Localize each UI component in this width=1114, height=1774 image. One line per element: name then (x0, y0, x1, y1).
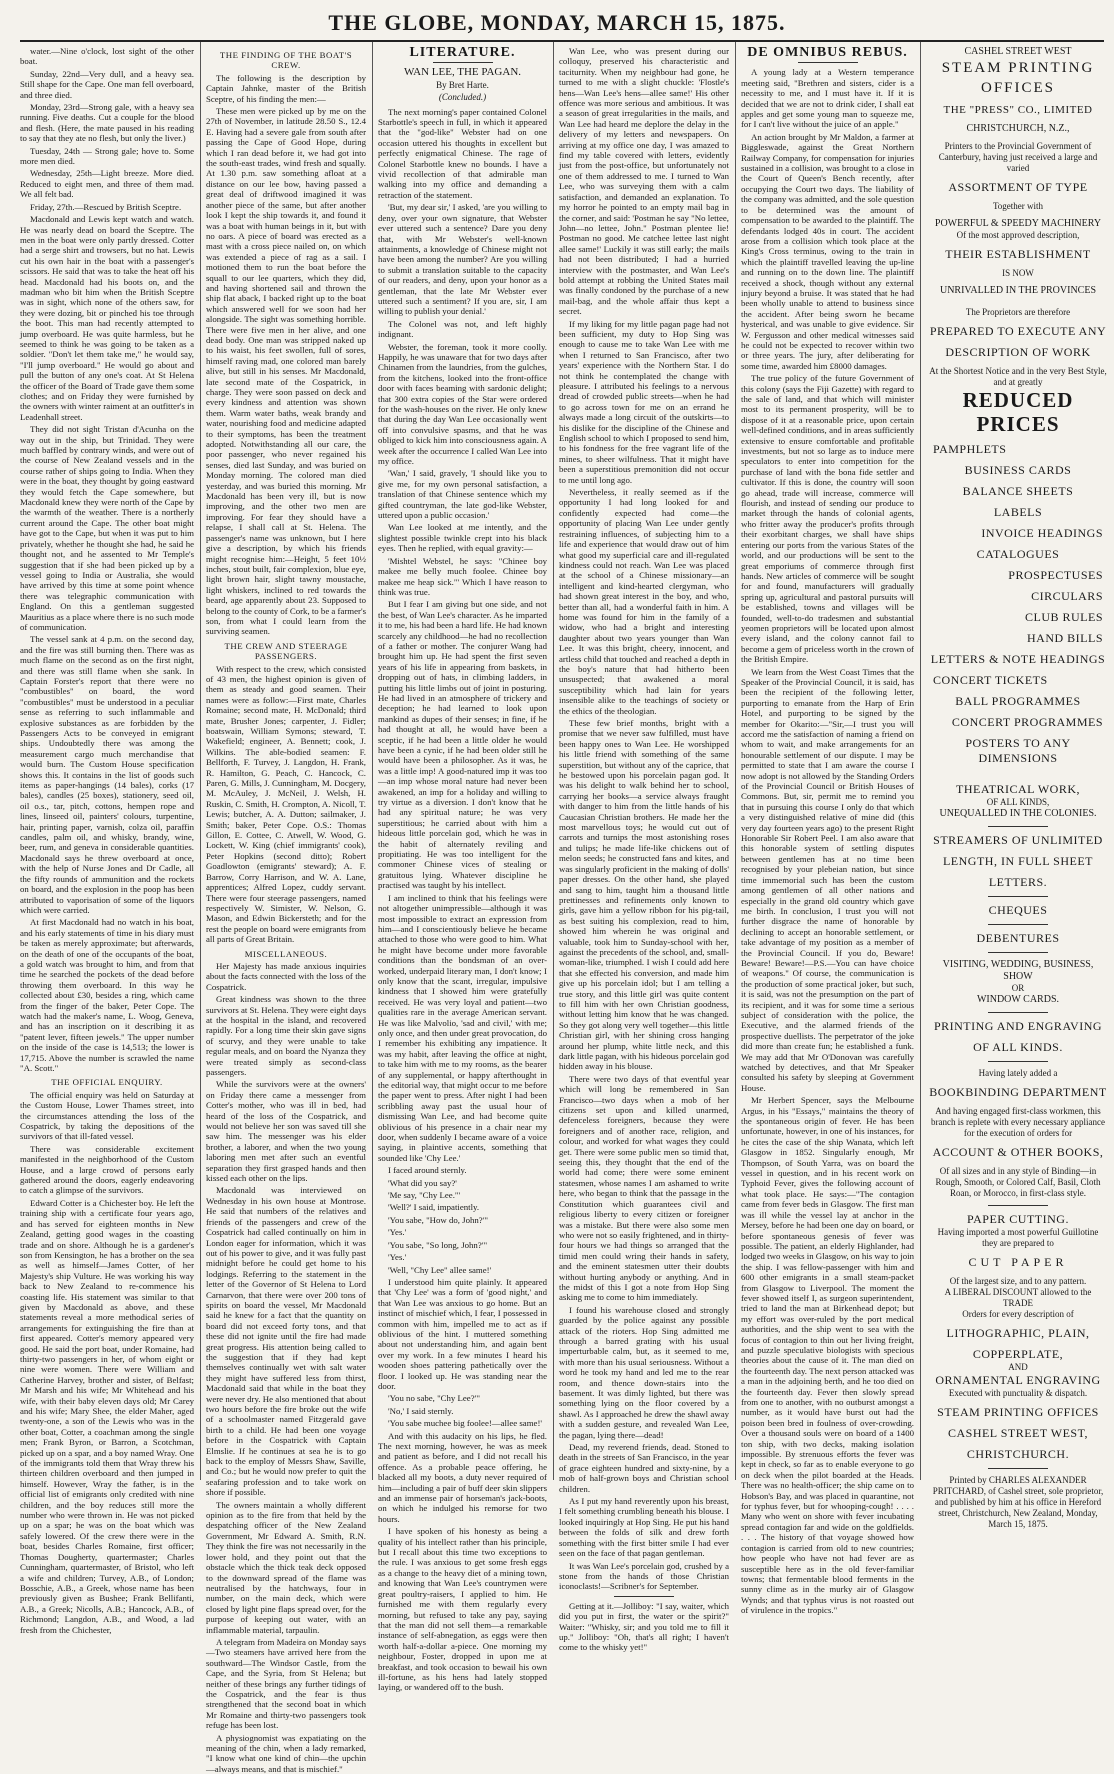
ad-unrivalled: UNRIVALLED IN THE PROVINCES (939, 285, 1097, 296)
ad-account-books: ACCOUNT & OTHER BOOKS, (932, 1145, 1104, 1159)
ad-of-all: OF ALL KINDS. (973, 1040, 1063, 1054)
ad-or: OR (1011, 983, 1025, 993)
ad-work-item: PAMPHLETS (933, 442, 1007, 456)
ad-orders: Orders for every description of (962, 1309, 1074, 1319)
ad-cashel: CASHEL STREET WEST, (947, 1426, 1089, 1440)
ad-visiting: VISITING, WEDDING, BUSINESS, SHOW (942, 959, 1094, 982)
col5-body (741, 67, 914, 1615)
paragraph: Sunday, 22nd—Very dull, and a heavy sea. Still shape for the Cape. One man fell overboard, and three died. (20, 68, 194, 100)
column-rule (553, 42, 554, 1480)
ad-assortment: ASSORTMENT OF TYPE (948, 180, 1088, 194)
column-rule (920, 42, 921, 1480)
masthead: THE GLOBE, MONDAY, MARCH 15, 1875. (328, 10, 786, 35)
ad-bookbinding-text: And having engaged first-class workmen, this branch is replete with every necessary appliance for the execution of orders for (931, 1106, 1105, 1138)
finding-heading: THE FINDING OF THE BOAT'S CREW. (219, 50, 353, 71)
paragraph: The true policy of the future Government of this colony (says the Fiji Gazette) with regard to the sale of land, and that which will minister most to its permanent prosperity, will be to dispose of it at a reasonable price, upon certain well-defined conditions, and in areas sufficiently extensive to ensure comfortable and profitable investments, but not so large as to induce mere speculators to enter into competition for the purchase of land with the bona fide settler and cultivator. If this is done, the country will soon go ahead, trade will increase, commerce will flourish, and instead of sending our produce to market through the hands of colonial agents, who fritter away the producer's profits through their exorbitant charges, we shall have ships entering our ports from the various States of the world, and our productions will be sent to the great emporiums of commerce through first hands. New articles of commerce will be sought for and found, manufacturers will gradually spring up, agricultural and pastoral pursuits will be established, towns and villages will be founded, well-to-do tradesmen and substantial yeomen proprietors will be located upon almost every island, and the colony cannot fail to become a gem of priceless worth in the crown of the British Empire. (741, 373, 914, 665)
paragraph: Dead, my reverend friends, dead. Stoned to death in the streets of San Francisco, in the year of grace eighteen hundred and sixty-nine, by a mob of half-grown boys and Christian school children. (559, 1442, 729, 1494)
paragraph: But I fear I am giving but one side, and not the best, of Wan Lee's character. As he imparted it to me, his had been a hard life. He had known scarcely any childhood—he had no recollection of a father or mother. The conjurer Wang had brought him up. He had spent the first seven years of his life in appearing from baskets, in dropping out of hats, in climbing ladders, in putting his little limbs out of joint in posturing. He had lived in an atmosphere of trickery and deception; he had learned to look upon mankind as dupes of their senses; in fine, if he had thought at all, he would have been a sceptic, if he had been a little older he would have been a cynic, if he had been older still he would have been a philosopher. As it was, he was a little imp! A good-natured imp it was too—an imp whose moral nature had never been awakened, an imp for a holiday and willing to try virtue as a diversion. I don't know that he had any spiritual nature; he was very superstitious; he carried about with him a hideous little porcelain god, which he was in the habit of alternately reviling and propitiating. He was too intelligent for the commoner Chinese vices of stealing or gratuitous lying. Whatever discipline he practised was taught by his intellect. (378, 599, 547, 891)
ad-discount: A LIBERAL DISCOUNT allowed to the TRADE (944, 1287, 1092, 1308)
concluded-note: (Concluded.) (438, 92, 487, 103)
ad-sizes: Of all sizes and in any style of Binding—in Rough, Smooth, or Colored Calf, Basil, Cloth Roan, or Morocco, in first-class style. (935, 1166, 1101, 1198)
byline: By Bret Harte. (436, 79, 489, 90)
paragraph: Her Majesty has made anxious inquiries about the facts connected with the loss of the Cospatrick. (206, 960, 366, 992)
paragraph: Macdonald and Lewis kept watch and watch. He was nearly dead on board the Sceptre. The men in the boat were only partly dressed. Cotter had a serge shirt and trowsers, but no hat. Lewis cut his own hair in the boat with a passenger's scissors. He said that was to take the heat off his head. Macdonald had his boots on, and the madman who bit him when the British Sceptre was in sight, which none of the others saw, for they were dozing, bit or pinched his toe through the boot. This man had recently attempted to jump overboard. He was quite harmless, but he seemed to think he was going to be taken as a soldier. "Don't let them take me," he would say, "I'll jump overboard." He would go about and pull the button of any one's coat. At St Helena the officer of the Board of Trade gave them some clothes; and on Friday they were furnished by the owners with winter raiment at an outfitter's in Leadenhall street. (20, 214, 194, 422)
ad-machinery: POWERFUL & SPEEDY MACHINERY (934, 218, 1102, 229)
ad-work-item: BUSINESS CARDS (964, 463, 1072, 477)
paragraph: 'Well, "Chy Lee" allee same!' (388, 1264, 492, 1275)
crew-heading: THE CREW AND STEERAGE PASSENGERS. (224, 640, 348, 662)
column-1 (20, 46, 194, 1635)
omnibus-title: DE OMNIBUS REBUS. (747, 45, 908, 60)
paragraph: 'Well?' I said, impatiently. (388, 1202, 480, 1213)
ad-work-item: BALL PROGRAMMES (955, 694, 1081, 708)
paragraph: There was considerable excitement manifested in the neighborhood of the Custom House, and a large crowd of persons early gathered around the doors, eagerly endeavoring to catch a glimpse of the survivors. (20, 1143, 194, 1196)
paragraph: With respect to the crew, which consisted of 43 men, the highest opinion is given of them as steady and good seamen. Their names were as follow:—First mate, Charles Romaine; second mate, H. McDonald; third mate, Brusher Jones; carpenter, J. Fidler; boatswain, William Symons; steward, T. Wakefield; engineer, A. Bennett; cook, J. Wilkins. The able-bodied seamen: F. Bellforth, F. Turvey, J. Langdon, H. Frank, R. Hamilton, G. Peach, C. Hancock, C. Paren, G. Mills, J. Cunningham, M. Docgery, M. McAuley, J. McNeil, J. Welsh, H. Ruskin, C. Smith, H. Crompton, A. Nicoll, T. Lewis; butcher, A. A. Dutton; sailmaker, J. Smith; baker, Peter Cope. O.S.: Thomas Gillon, E. Cottee, C. Atwell, W. Wood, G. Lockett, W. King (chief immigrants' cook), Peter Hopkins (second ditto); Robert Goadlowton (emigrants' steward); A. F. Barrow, Corry Harrison, and W. A. Lane, apprentices; Alfred Lopez, cuddy servant. There were four steerage passengers, named respectively W. Simister, W. Nelson, G. Mason, and Edwin Bickersteth; and for the rest the people on board were emigrants from all parts of Great Britain. (206, 663, 366, 945)
paragraph: The following is the description by Captain Jahnke, master of the British Sceptre, of his finding the men:— (206, 72, 366, 104)
ad-work-item: CONCERT PROGRAMMES (951, 715, 1103, 729)
ad-offices: STEAM PRINTING OFFICES (937, 1405, 1099, 1419)
column-3 (378, 45, 547, 1693)
col1-body-2 (20, 1090, 194, 1635)
ad-and: AND (1008, 1362, 1028, 1372)
ad-street: CASHEL STREET WEST (964, 46, 1072, 57)
ad-reduced-prices: REDUCED PRICES (962, 388, 1074, 436)
paragraph: If my liking for my little pagan page had not been sufficient, my duty to Hop Sing was enough to cause me to take Wan Lee with me when I returned to San Francisco, after two years' experience with the Northern Star. I do not think he contemplated the change with pleasure. I attributed his feelings to a nervous dread of crowded public streets—when he had to go across town for me on an errand he always made a long circuit of the outskirts—to his dislike for the discipline of the Chinese and English school to which I proposed to send him, to his fondness for the free vagrant life of the mines, to sheer wilfulness. That it might have been a superstitious premonition did not occur to me until long ago. (559, 318, 729, 485)
paragraph: A young lady at a Western temperance meeting said, "Brethren and sisters, cider is a necessity to me, and I must have it. If it is decided that we are not to drink cider, I shall eat apples and get some young man to squeeze me, for I can't live without the juice of an apple." (741, 67, 914, 130)
paragraph: 'You sabe, "How do, John?"' (388, 1214, 488, 1225)
ad-work-item: CONCERT TICKETS (933, 673, 1048, 687)
ad-work-item: CLUB RULES (1024, 610, 1103, 624)
paragraph: A telegram from Madeira on Monday says—Two steamers have arrived here from the southward—The Windsor Castle, from the Cape, and the Syria, from St Helena; but neither of these brings any further tidings of the Cospatrick, and the fear is thus strengthened that the second boat in which Mr Romaine and thirty-two passengers took refuge has been lost. (206, 1636, 366, 1731)
ad-work-item: LETTERS & NOTE HEADINGS (930, 652, 1106, 666)
ad-prepared: PREPARED TO EXECUTE ANY (929, 324, 1107, 338)
ad-description: DESCRIPTION OF WORK (945, 345, 1091, 359)
col2-body-3 (206, 961, 366, 1774)
paragraph: Edward Cotter is a Chichester boy. He left the training ship with a certificate four years ago, and has served for eighteen months in New Zealand, getting good wages in the coasting trade and on shore. Although he is a gardener's son from Kensington, he has a brother on the sea as well as himself—James Cotter, of her Majesty's ship Vulture. He was working his way back to New Zealand to re-commence his coasting life. His statement was similar to that given by Macdonald as above, and these statements reveal a more methodical series of arrangements for extinguishing the fire than at first appeared. Cotter's memory appeared very good. He said the port boat, under Romaine, had thirty-two passengers in her, of whom eight or nine were women. There were William and Catherine Harvey, brother and sister, of Belfast; Mr Marsh and his wife; Mr Whitehead and his wife, with their baby eleven days old; Mr Carey and his wife; Mary Shee, the elder Maher, aged twenty-one, a son of the Lewis who was in the other boat, Cotter, a coachman among the single men; Frank Byron, or Barron, a Scotchman, picked up on a spar, and a boy named Wray. One of the immigrants told them that Wray threw his thirteen children overboard and then jumped in himself. However, Wray the father, is in the official list of emigrants only credited with nine children, and the boy reduces still more the number who were thrown in. He was not picked up on a spar; he was on the boat which was safely lowered. Of the crew there were in the boat, besides Charles Romaine, first officer; Thomas Dougherty, quartermaster; Charles Cunningham, quartermaster, of Bristol, who left a wife and children; Turvey, A.B., of London; Bosschie, A.B., a Greek, whose name has been previously given as Bushee; Frank Bellifanti, A.B., a Greek; Nicolls, A.B.; Hancock, A.B., of Richmond; Langdon, A.B., and Wood, a lad fresh from the Chichester, (20, 1197, 194, 1635)
col2-body (206, 73, 366, 637)
paragraph: At first Macdonald had no watch in his boat, and his early statements of time in his diary must be taken as merely approximate; but afterwards, on the death of one of the occupants of the boat, a gold watch was brought to him, and from that time he searched the pockets of the dead before throwing them overboard. In this way he collected about £30, besides a ring, which came from the finger of the baker, Peter Cope. The watch had the maker's name, L. Woog, Geneva, and has an inscription on it describing it as "patent lever, fifteen jewels." The upper number on the inside of the case is 14,513; the lower is 17,715. Above the number is scrawled the name "A. Scott." (20, 917, 194, 1073)
ad-work-item: HAND BILLS (1027, 631, 1103, 645)
ad-length: LENGTH, IN FULL SHEET (942, 854, 1094, 868)
press-co-advertisement (929, 46, 1107, 1529)
ad-is-now: IS NOW (1002, 268, 1034, 278)
column-4 (559, 46, 729, 1653)
paragraph: While the survivors were at the owners' on Friday there came a messenger from Cotter's mother, who was ill in bed, had heard of the loss of the Cospatrick, and would not believe her son was saved till she saw him. The messenger was his elder brother, a laborer, and when the two young laboring men met after such an eventful separation they first grasped hands and then kissed each other on the lips. (206, 1079, 366, 1184)
ad-work-item: BALANCE SHEETS (962, 484, 1074, 498)
ad-proprietors: The Proprietors are therefore (965, 307, 1071, 317)
paragraph: 'Mishtel Webstel, he says: "Chinee boy makee me belly much foolee. Chinee boy makee me heap sick."' Which I have reason to think was true. (378, 555, 547, 597)
ad-cut-paper: CUT PAPER (968, 1255, 1068, 1269)
ad-copperplate: COPPERPLATE, (972, 1347, 1064, 1361)
column-2 (206, 46, 366, 1774)
paragraph: 'Yes.' (388, 1227, 407, 1238)
paragraph: Friday, 27th.—Rescued by British Sceptre. (30, 201, 182, 212)
ad-work-item: POSTERS TO ANY DIMENSIONS (965, 736, 1071, 765)
ad-guillotine: Having imported a most powerful Guillotine they are prepared to (937, 1227, 1099, 1248)
divider (614, 1596, 674, 1597)
ad-work-item: INVOICE HEADINGS (981, 526, 1103, 540)
paragraph: The Colonel was not, and left highly indignant. (378, 318, 547, 340)
ad-approved: Of the most approved description, (956, 230, 1080, 240)
ad-largest: Of the largest size, and to any pattern. (949, 1276, 1087, 1286)
ad-work-list (929, 442, 1107, 766)
paragraph: Nevertheless, it really seemed as if the opportunity I had long looked for and confidently expected had come—the opportunity of placing Wan Lee under gently restraining influences, of subjecting him to a life and experience that would draw out of him what good my superficial care and ill-regulated kindness could not reach. Wan Lee was placed at the school of a Chinese missionary—an intelligent and kind-hearted clergyman, who had shown great interest in the boy, and who, better than all, had a wonderful faith in him. A home was found for him in the family of a widow, who had a bright and interesting daughter about two years younger than Wan Lee. It was this bright, cheery, innocent, and artless child that touched and reached a depth in the boy's nature that had hitherto been unsuspected; that awakened a moral susceptibility which had lain for years insensible alike to the teachings of society or the ethics of the theologian. (559, 487, 729, 716)
official-enquiry-heading: THE OFFICIAL ENQUIRY. (51, 1077, 163, 1088)
ad-work-item: LABELS (993, 505, 1043, 519)
paragraph: Tuesday, 24th — Strong gale; hove to. Some more men died. (20, 145, 194, 167)
paragraph: 'You sabe muchee big foolee!—allee same!' (388, 1418, 542, 1429)
masthead-rule (20, 40, 1104, 42)
literature-title: LITERATURE. (409, 45, 516, 60)
paragraph: 'Yes.' (388, 1252, 407, 1263)
paragraph: As I put my hand reverently upon his breast, I felt something crumbling beneath his blouse. I looked inquiringly at Hop Sing. He put his hand between the folds of silk and drew forth something with the first bitter smile I had ever seen on the face of that pagan gentleman. (559, 1496, 729, 1559)
ad-work-item: CATALOGUES (976, 547, 1060, 561)
paragraph: There were two days of that eventful year which will long be remembered in San Francisco—two days when a mob of her citizens set upon and killed unarmed, defenceless foreigners, because they were foreigners and of another race, religion, and colour, and worked for what wages they could get. There were some public men so timid that, seeing this, they thought that the end of the world had come; there were some eminent statesmen, whose names I am ashamed to write here, who began to think that the passage in the Constitution which guarantees civil and religious liberty to every citizen or foreigner was a mistake. But there were also some men who were not so easily frightened, and in thirty-four hours we had things so arranged that the timid men could wring their hands in safety, and the eminent statesmen utter their doubts without hurting anybody or anything. And in the midst of this I got a note from Hop Sing asking me to come to him immediately. (559, 1073, 729, 1303)
ad-letters: LETTERS. (988, 875, 1048, 889)
ad-lately: Having lately added a (978, 1068, 1058, 1078)
paragraph: We learn from the West Coast Times that the Speaker of the Provincial Council, it is said, has been the recipient of the following letter, purporting to emanate from the Harp of Erin Hotel, and purporting to be signed by the member for Okarito:—"Sir,—I trust you will accord me the satisfaction of naming a friend on whom to wait, and make arrangements for an honourable settlement of our dispute. I may be permitted to state that I am aware the course I now adopt is not allowed by the Standing Orders of the Provincial Council or British Houses of Commons. But, sir, permit me to remind you that in pursuing this course I only do that which a very distinguished relative of mine did (this very day fourteen years ago) to the present Right Honorable Sir Robert Peel. I am also aware that this honorable system of settling disputes between gentlemen has at no time been recognised by your plebeian nation, but since time immemorial such has been the custom among gentlemen of all other nations and especially in the grand old country which gave me birth. In conclusion, I trust you will not further disgrace the name of honorable by declining to accept an honorable settlement, or take advantage of my position as a member of the Provincial Council. If you do, Beware! Beware! Beware!—P.S.—You can have choice of weapons." Of course, the communication is the production of some practical joker, but such, it is said, was not the presumption on the part of its recipient, and it was for some time a serious subject of consideration with the police, the Executive, and the alarmed friends of the prospective duellists. The perpetrator of the joke did more than create fun; he established a funk. We may add that Mr O'Donovan was carefully watched by detectives, and that Mr Speaker consulted his safety by sleeping at Government House. (741, 666, 914, 1093)
ad-streamers: STREAMERS OF UNLIMITED (933, 833, 1103, 847)
column-rule (735, 42, 736, 1480)
paragraph: The owners maintain a wholly different opinion as to the fire from that held by the despatching officer of the New Zealand Government, Mr Edward A. Smith, R.N. They think the fire was not necessarily in the lower hold, and they point out that the obstacle which the thick teak deck opposed to the downward spread of the flame was neutralised by the hatchways, four in number, on the main deck, which were closed by light pine flaps spread over, for the purpose of keeping out water, with an inflammable material, tarpaulin. (206, 1499, 366, 1635)
ad-bookbinding: BOOKBINDING DEPARTMENT (929, 1085, 1107, 1099)
paragraph: Macdonald was interviewed on Wednesday in his own house at Montrose. He said that numbers of the relatives and friends of the passengers and crew of the Cospatrick had called continually on him in London eager for information, which it was out of his power to give, and it was fully past midnight before he could get home to his lodgings. Referring to the statement in the letter of the Governor of St Helena to Lord Carnarvon, that there were over 200 tons of spirits on board the vessel, Mr Macdonald said he knew for a fact that the quantity on board did not exceed forty tons, and that these did not ignite until the fire had made great progress. His attention being called to the suggestion that if they had kept themselves continually wet with salt water they might have suffered less from thirst, Macdonald said that while in the boat they were never dry. He also mentioned that about two hours before the fire broke out the wife of a schoolmaster named Fitzgerald gave birth to a child. He had been one voyage before in the Cospatrick with Captain Elmslie. If he continues at sea he is to go back to the employ of Messrs Shaw, Saville, and Co.; but he would now prefer to quit the seafaring profession and to take work on shore if possible. (206, 1185, 366, 1498)
ad-together: Together with (992, 201, 1044, 211)
paragraph: Webster, the foreman, took it more coolly. Happily, he was unaware that for two days after Chinamen from the laundries, from the gulches, from the kitchens, looked into the front-office door with faces beaming with sardonic delight; that 300 extra copies of the Star were ordered for the wash-houses on the river. He only knew that during the day Wan Lee occasionally went off into convulsive spasms, and that he was obliged to kick him into consciousness again. A week after the occurrence I called Wan Lee into my office. (378, 341, 547, 467)
ad-christchurch: CHRISTCHURCH. (966, 1447, 1070, 1461)
paragraph: Wan Lee looked at me intently, and the slightest possible twinkle crept into his black eyes. Then he replied, with equal gravity:— (378, 522, 547, 554)
ad-steam-printing: STEAM PRINTING OFFICES (941, 60, 1095, 96)
ad-debentures: DEBENTURES (976, 931, 1060, 945)
paragraph: I faced around sternly. (388, 1165, 467, 1176)
ad-theatrical: THEATRICAL WORK, (956, 782, 1080, 796)
ad-colonies: UNEQUALLED IN THE COLONIES. (939, 808, 1097, 819)
ad-establishment: THEIR ESTABLISHMENT (945, 247, 1091, 261)
column-rule (200, 42, 201, 1480)
ad-work-item: CIRCULARS (1031, 589, 1103, 603)
ad-work-item: PROSPECTUSES (1008, 568, 1103, 582)
ad-shortest: At the Shortest Notice and in the very Best Style, and at greatly (929, 366, 1107, 387)
paragraph: The next morning's paper contained Colonel Starbottle's speech in full, in which it appeared that the "god-like" Webster had on one occasion uttered his thoughts in excellent but perfectly enigmatical Chinese. The rage of Colonel Starbottle knew no bounds. I have a vivid recollection of that admirable man walking into my office and demanding a retraction of the statement. (378, 106, 547, 200)
paragraph: The vessel sank at 4 p.m. on the second day, and the fire was still burning then. There was as much flame on the second as on the first night, and there was still flame when she sank. In Captain Forster's report that there were no "combustibles" on board, the word "combustibles" must be understood in a peculiar sense as referring to such inflammable and explosive substances as are forbidden by the Passengers Acts to be conveyed in emigrant ships. Undoubtedly there was among the measurement cargo much merchandise that would burn. The Custom House specification shows this. It contains in the list of goods such items as paper-hangings (14 bales), corks (17 bales), candles (25 boxes), stationery, seed oil, oil o.s., tar, pitch, cottons, hempen rope and lines, linseed oil, painters' colours, turpentine, hair, printing paper, varnish, colza oil, paraffin candles, palm oil, and whisky, brandy, wine, beer, rum, and geneva in considerable quantities. Macdonald says he threw overboard at once, with the help of Nurse Jones and Dr Cadle, all the fifty rounds of ammunition and the rockets on board, and the explosion in the poop has been attributed to vaporisation of some of the liquors which were carried. (20, 634, 194, 915)
ad-cheques: CHEQUES (988, 903, 1048, 917)
paragraph: I understood him quite plainly. It appeared that 'Chy Lee' was a form of 'good night,' and that Wan Lee was anxious to go home. But an instinct of mischief which, I fear, I possessed in common with him, impelled me to act as if oblivious of the hint. I muttered something about not understanding him, and again bent over my work. In a few minutes I heard his wooden shoes pattering pathetically over the floor. I looked up. He was standing near the door. (378, 1276, 547, 1391)
ad-lithographic: LITHOGRAPHIC, PLAIN, (946, 1326, 1090, 1340)
paragraph: Mr Herbert Spencer, says the Melbourne Argus, in his "Essays," maintains the theory of the spontaneous origin of fever. He has been unfortunate, however, in one of his instances, for he cites the case of the ship Wanata, which left Glasgow in 1852. Singularly enough, Mr Thompson, of South Yarra, was on board the vessel in question, and in his recent work on Typhoid Fever, gives the following account of what took place. He says:—"The contagion came from fever beds in Glasgow. The first man was ill while the vessel lay at anchor in the Mersey, before he had been one day on board, or before spontaneous genesis of fever was possible. The patient, an elderly Highlander, had lodged two weeks in Glasgow, on his way to join the ship. I was fellow-passenger with him and 600 other emigrants in a small steam-packet from Glasgow to Liverpool. The moment the fever showed itself I, as surgeon superintendent, tried to land the man at Birkenhead depot; but my effort was over-ruled by the port medical authorities, and the ship went to sea with the focus of contagion to thin out her living freight, and puzzle speculative biologists with specious theories about the cause of it. The man died on the fourteenth day. The next person attacked was a man in the adjoining berth, and he too died on the fourteenth day. Fever then slowly spread from one to another, with no outburst amongst a number, as it would have burst out had the poison been bred in foulness of over-crowding. Over a thousand souls were on board of a 1400 ton ship, with two decks, making isolation impossible. By strenuous efforts the fever was kept in check, so far as to enable everyone to go on deck when the pilot boarded at the Heads. There was no health-officer; the ship came on to Hobson's Bay, and was placed in quarantine, not for typhus fever, but for whooping-cough! . . . . Many who went on shore with fever incubating spread contagion far and wide on the goldfields. . . . The history of that voyage showed how contagion is carried from old to new countries; how people who have not had fever are as susceptible here as in the old fever-familiar towns; that fermentable blood ferments in the sunny clime as in the murky air of Glasgow Wynds; and that typhus virus is not roasted out of virulence in the tropics." (741, 1095, 914, 1616)
paragraph: I am inclined to think that his feelings were not altogether unimpressible—although it was most impossible to extract an expression from him—and I conscientiously believe he became attached to those who were good to him. What he might have become under more favorable conditions than the bondsman of an over-worked, underpaid literary man, I don't know; I only know that the scant, irregular, impulsive kindness that I showed him were gratefully received. He was very loyal and patient—two qualities rare in the average American servant. He was like Malvolio, 'sad and civil,' with me; only once, and then under great provocation, do I remember his exhibiting any impatience. It was my habit, after leaving the office at night, to take him with me to my rooms, as the bearer of any supplemental, or happy afterthought in the editorial way, that might occur to me before the paper went to press. After night I had been scribbling away past the usual hour of dismissing Wan Lee, and had become quite oblivious of his presence in a chair near my door, when suddenly I became aware of a voice saying, in plaintive accents, something that sounded like 'Chy Lee.' (378, 892, 547, 1163)
paragraph: An action brought by Mr Maldon, a farmer at Biggleswade, against the Great Northern Railway Company, for compensation for injuries sustained in a collision, was brought to a close in the Court of Queen's Bench recently, after occupying the Court two days. The liability of the company was admitted, and the sole question to be determined was the amount of compensation to be awarded to the plaintiff. The defendants lodged 40s in court. The accident arose from a collision which took place at the King's Cross terminus, owing to the train in which the plaintiff travelled leaving the up-line and running on to the down line. The plaintiff received a shock, though without any external injury beyond a bruise. It was stated that he had been wholly unable to attend to business since the accident. After being sworn he became hysterical, and was unable to give evidence. Sir W. Fergusson and other medical witnesses said he could not be expected to recover within two or three years. The jury, after deliberating for some time, awarded him £8000 damages. (741, 131, 914, 371)
paragraph: Great kindness was shown to the three survivors at St. Helena. They were eight days at the hospital in the island, and recovered rapidly. For a long time their skin gave signs of scurvy, and they were unable to take regular meals, and on board the Nyanza they were treated simply as second-class passengers. (206, 994, 366, 1077)
paragraph: 'But, my dear sir,' I asked, 'are you willing to deny, over your own signature, that Webster ever uttered such a sentence? Dare you deny that, with Mr Webster's well-known attainments, a knowledge of Chinese might not have been among the number? Are you willing to submit a translation suitable to the capacity of our readers, and deny, upon your honor as a gentleman, that the late Mr Webster ever uttered such a sentiment? If you are, sir, I am willing to publish your denial.' (378, 202, 547, 317)
ad-window: WINDOW CARDS. (976, 994, 1060, 1005)
paragraph: Monday, 23rd—Strong gale, with a heavy sea running. Five deaths. Cut a couple for the blood and flesh. (Here, the mate paused in his reading to say that they ate no flesh, but only the liver.) (20, 102, 194, 144)
paragraph: These few brief months, bright with a promise that we never saw fulfilled, must have been happy ones to Wan Lee. He worshipped his little friend with something of the same superstition, but without any of the caprice, that he bestowed upon his porcelain pagan god. It was his delight to walk behind her to school, carrying her books—a service always fraught with danger to him from the little hands of his Caucasian Christian brothers. He made her the most marvellous toys; he would cut out of carrots and turnips the most astonishing roses and tulips; he made life-like chickens out of melon seeds; he constructed fans and kites, and was singularly proficient in the making of dolls' paper dresses. On the other hand, she played and sang to him, taught him a thousand little prettinesses and refinements only known to girls, gave him a yellow ribbon for his pig-tail, as best suiting his complexion, read to him, showed him wherein he was original and valuable, took him to Sunday-school with her, against the precedents of the school, and, small-woman-like, triumphed. I wish I could add here that she effected his conversion, and made him give up his porcelain idol; but I am telling a true story, and this little girl was quite content to fill him with her own Christian goodness, without letting him know that he was changed. So they got along very well together—this little Christian girl, with her shining cross hanging around her plump, white little neck, and this dark little pagan, with his hideous porcelain god hidden away in his blouse. (559, 718, 729, 1072)
column-5 (741, 45, 914, 1616)
paragraph: 'Wan,' I said, gravely, 'I should like you to give me, for my own personal satisfaction, a translation of that Chinese sentence which my gifted countryman, the late god-like Webster, uttered upon a public occasion.' (378, 468, 547, 521)
ad-ornamental: ORNAMENTAL ENGRAVING (935, 1373, 1101, 1387)
paragraph: It was Wan Lee's porcelain god, crushed by a stone from the hands of those Christian iconoclasts!—Scribner's for September. (559, 1560, 729, 1592)
col1-body (20, 46, 194, 1073)
miscellaneous-heading: MISCELLANEOUS. (244, 948, 328, 959)
divider (798, 62, 858, 63)
paragraph: The official enquiry was held on Saturday at the Custom House, Lower Thames street, into the circumstances attending the loss of the Cospatrick, by taking the depositions of the survivors of that ill-fated vessel. (20, 1089, 194, 1142)
ad-all-kinds: OF ALL KINDS, (986, 797, 1050, 807)
paragraph: I have spoken of his honesty as being a quality of his intellect rather than his principle, but I recall about this time two exceptions to the rule. I was anxious to get some fresh eggs as a change to the heavy diet of a mining town, and knowing that Wan Lee's countrymen were great poultry-raisers, I applied to him. He furnished me with them regularly every morning, but refused to take any pay, saying that the man did not sell them—a remarkable instance of self-abnegation, as eggs were then worth half-a-dollar a-piece. One morning my neighbour, Foster, dropped in upon me at breakfast, and took occasion to bewail his own ill-fortune, as his hens had lately stopped laying, or wandered off to the bush. (378, 1526, 547, 1693)
story-title: WAN LEE, THE PAGAN. (403, 66, 522, 79)
paragraph: And with this audacity on his lips, he fled. The next morning, however, he was as meek and patient as before, and I did not recall his offence. As a probable peace offering, he blacked all my boots, a duty never required of him—including a pair of buff deer skin slippers and an immense pair of horseman's jack-boots, on which he indulged his remorse for two hours. (378, 1430, 547, 1524)
paragraph: These men were picked up by me on the 27th of November, in latitude 28.50 S., 12.4 E. Having had a severe gale from south after passing the Cape of Good Hope, during which I ran dead before it, we had got into the south-east trades, wind fresh and squally. At 1.30 p.m. saw something afloat at a distance on our lee bow, having passed a great deal of driftwood imagined it was another piece of the same, but after another look I kept the ship towards it, and found it was a boat with human beings in it, but with no oars. A piece of board was erected as a mast with a cross piece nailed on, on which was extended a piece of rag as a sail. I motioned them to run the boat before the squall to our lee quarters, which they did, and having shortened sail and thrown the ship flat aback, I backed right up to the boat which answered well for we soon had her alongside. The sight was something horrible. There were five men in her alive, and one dead body. One man was stripped naked up to his waist, his feet swollen, full of sores, himself raving mad, one colored man barely alive, but still in his senses. Mr Macdonald, late second mate of the Cospatrick, in charge. They were soon passed on deck and every kindness and attention was shown them. Warm water baths, weak brandy and water, nourishing food and medicine adapted to their symptoms, has been the treatment adopted. Notwithstanding all our care, the poor passenger, who never regained his senses, died last Sunday, and was buried on Monday morning. The colored man died yesterday, and was buried this morning. Mr Macdonald has been very ill, but is now improving, and the other two men are improving. For fear they should have a relapse, I shall call at St. Helena. The passenger's name was unknown, but I here give a description, by which his friends might recognise him:—Height, 5 feet 10½ inches, stout built, fair complexion, blue eye, light brown hair, slight tawny moustache, light whiskers, inclined to red towards the beard, age apparently about 23. Supposed to belong to the county of Cork, to be a farmer's son, from what I could learn from the surviving seamen. (206, 106, 366, 637)
ad-executed: Executed with punctuality & dispatch. (948, 1388, 1088, 1398)
ad-imprint: Printed by CHARLES ALEXANDER PRITCHARD, of Cashel street, sole proprietor, and published by him at his office in Hereford street, Christchurch, New Zealand, Monday, March 15, 1875. (932, 1475, 1104, 1529)
paragraph: I found his warehouse closed and strongly guarded by the police against any possible attack of the rioters. Hop Sing admitted me through a barred grating with his usual imperturbable calm, but, as it seemed to me, with more than his usual seriousness. Without a word he took my hand and led me to the rear room, and thence down-stairs into the basement. It was dimly lighted, but there was something lying on the floor covered by a shawl. As I approached he drew the shawl away with a sudden gesture, and revealed Wan Lee, the pagan, lying there—dead! (559, 1304, 729, 1440)
paragraph: 'You sabe, "So long, John?"' (388, 1239, 487, 1250)
footnote-joke: Getting at it.—Jolliboy: "I say, waiter, which did you put in first, the water or the spirit?" Waiter: "Whisky, sir; and you told me to fill it up." Jolliboy: "Oh, that's all right; I haven't come to the whisky yet!" (559, 1600, 729, 1653)
paragraph: 'Me say, "Chy Lee."' (388, 1190, 461, 1201)
paragraph: 'No,' I said sternly. (388, 1405, 454, 1416)
ad-paper-cutting: PAPER CUTTING. (967, 1212, 1069, 1226)
paragraph: 'You no sabe, "Chy Lee?"' (388, 1393, 480, 1404)
ad-printers: Printers to the Provincial Government of Canterbury, having just received a large and varied (938, 141, 1098, 173)
paragraph: water.—Nine o'clock, lost sight of the other boat. (20, 46, 194, 67)
paragraph: Wan Lee, who was present during our colloquy, preserved his characteristic and taciturnity. When my neighbour had gone, he turned to me with a slight chuckle: 'Flostle's hens—Wan Lee's hens—allee same!' His other offence was more serious and ambitious. It was a season of great irregularities in the mails, and Wan Lee had heard me deplore the delay in the delivery of my letters and newspapers. On arriving at my office one day, I was amazed to find my table covered with letters, evidently just from the post-office, but unfortunately not one of them addressed to me. I turned to Wan Lee, who was surveying them with a calm satisfaction, and demanded an explanation. To my horror he pointed to an empty mail bag in the corner, and said: 'Postman he say "No lettee, John—no lettee, John." Postman plentee lie! Postman no good. Me catchee lettee last night allee same!' Luckily it was still early; the mails had not been distributed; I had a hurried interview with the postmaster, and Wan Lee's bold attempt at robbing the United States mail was finally condoned by the purchase of a new mail-bag, and the whole affair thus kept a secret. (559, 46, 729, 317)
paragraph: Wednesday, 25th—Light breeze. More died. Reduced to eight men, and three of them mad. We all felt bad. (20, 168, 194, 200)
paragraph: A physiognomist was expatiating on the meaning of the chin, when a lady remarked, "I know what one kind of chin—the upchin—always means, and that is mischief." (206, 1732, 366, 1774)
col2-body-2 (206, 664, 366, 945)
divider (433, 62, 493, 63)
col3-body (378, 107, 547, 1693)
column-rule (372, 42, 373, 1480)
paragraph: They did not sight Tristan d'Acunha on the way out in the ship, but Trinidad. They were much baffled by contrary winds, and were out of the course of New Zealand vessels and in the course rather of ships going to India. When they were in the boat, they thought by going eastward they would fetch the Cape somewhere, but Macdonald knew they were north of the Cape by the warmth of the weather. There is a northerly current around the Cape. The other boat might have got to the Cape, but when it was put to him privately, whether he thought she had, he said he thought not, and he assented to Mr Temple's suggestion that if she had been picked up by a vessel going to India or Australia, she would have arrived by this time at some point whence there was telegraphic communication with England. On this a gentleman suggested Mauritius as a place where there is no such mode of communication. (20, 424, 194, 632)
paragraph: 'What did you say?' (388, 1177, 457, 1188)
ad-company: THE "PRESS" CO., LIMITED (943, 104, 1093, 116)
ad-city: CHRISTCHURCH, N.Z., (966, 123, 1070, 134)
col4-body (559, 46, 729, 1592)
ad-engraving: PRINTING AND ENGRAVING (933, 1019, 1103, 1033)
